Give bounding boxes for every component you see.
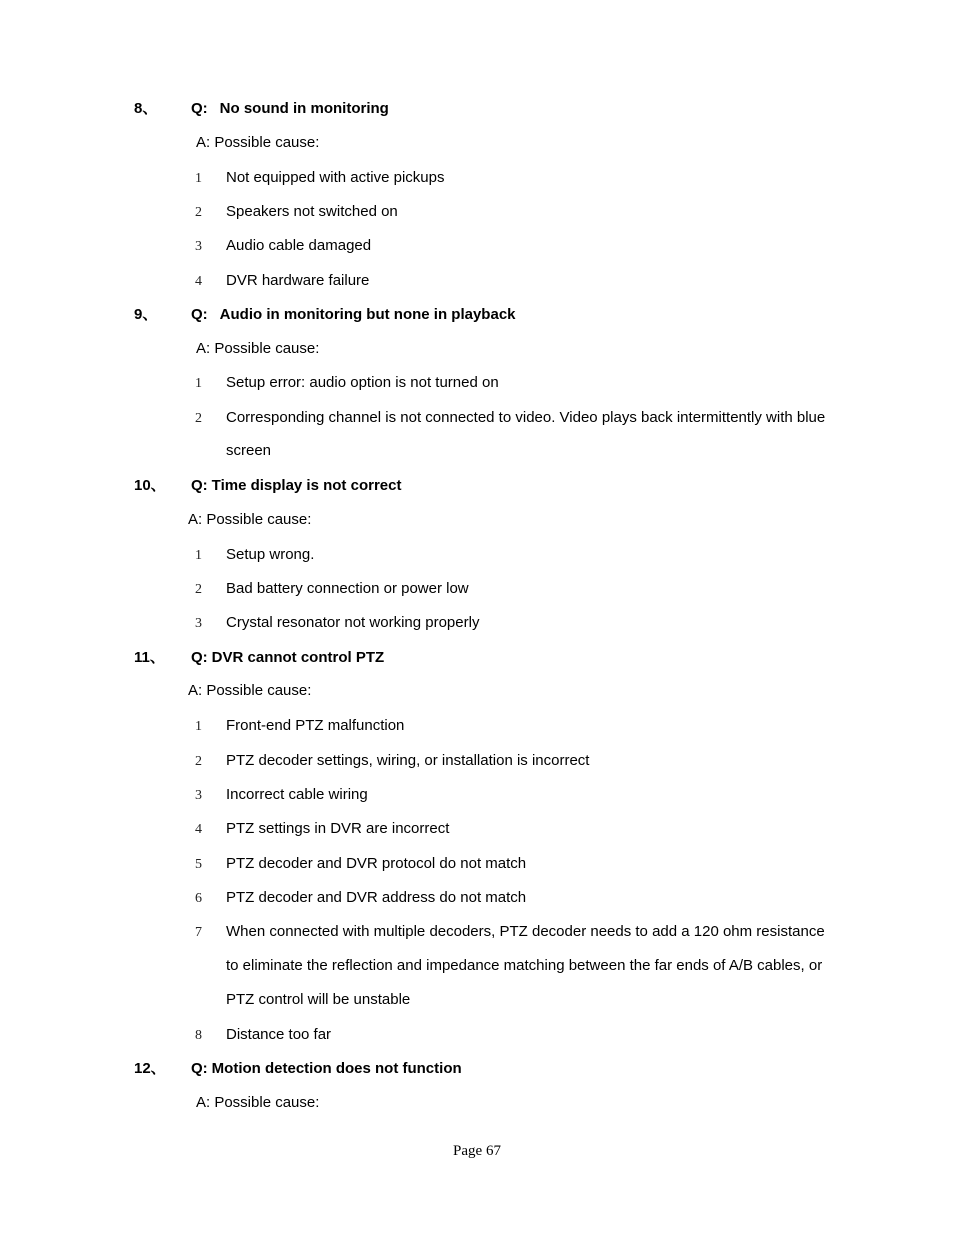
item-text: PTZ settings in DVR are incorrect bbox=[226, 820, 450, 837]
question-number: 8、 bbox=[134, 100, 158, 117]
item-text: Setup error: audio option is not turned on bbox=[226, 374, 499, 391]
item-text: Not equipped with active pickups bbox=[226, 169, 445, 186]
item-number: 1 bbox=[195, 376, 202, 391]
item-text: Corresponding channel is not connected to video. Video plays back intermittently with blue bbox=[226, 409, 826, 426]
item-number: 1 bbox=[195, 548, 202, 563]
item-number: 5 bbox=[195, 857, 202, 872]
item-number: 1 bbox=[195, 719, 202, 734]
item-text: When connected with multiple decoders, PTZ decoder needs to add a 120 ohm resistance bbox=[226, 923, 825, 940]
item-number: 2 bbox=[195, 411, 202, 426]
item-number: 4 bbox=[195, 274, 202, 289]
item-text: PTZ decoder and DVR address do not match bbox=[226, 889, 527, 906]
item-text: PTZ decoder settings, wiring, or installation is incorrect bbox=[226, 752, 590, 769]
item-text-continuation: to eliminate the reflection and impedance matching between the far ends of A/B cables, or bbox=[226, 957, 823, 974]
item-text: Distance too far bbox=[226, 1026, 332, 1043]
question-title bbox=[191, 477, 401, 495]
question-text: DVR cannot control PTZ bbox=[211, 649, 385, 666]
question-prefix: Q: bbox=[191, 477, 208, 494]
item-text-continuation: PTZ control will be unstable bbox=[226, 991, 411, 1008]
question-number: 12、 bbox=[134, 1060, 166, 1077]
item-number: 3 bbox=[195, 788, 202, 803]
item-number: 3 bbox=[195, 239, 202, 254]
item-number: 7 bbox=[195, 925, 202, 940]
question-title bbox=[191, 100, 389, 118]
item-number: 2 bbox=[195, 582, 202, 597]
question-text: Motion detection does not function bbox=[211, 1060, 462, 1077]
item-number: 2 bbox=[195, 754, 202, 769]
item-text: Crystal resonator not working properly bbox=[226, 614, 480, 631]
item-number: 2 bbox=[195, 205, 202, 220]
item-text: Front-end PTZ malfunction bbox=[226, 717, 405, 734]
item-number: 8 bbox=[195, 1028, 202, 1043]
item-text: PTZ decoder and DVR protocol do not match bbox=[226, 855, 527, 872]
answer-label: A: Possible cause: bbox=[188, 682, 312, 699]
item-text: Audio cable damaged bbox=[226, 237, 372, 254]
page-number: Page 67 bbox=[453, 1143, 501, 1159]
question-title bbox=[191, 1060, 462, 1078]
answer-label: A: Possible cause: bbox=[196, 340, 320, 357]
question-text: Time display is not correct bbox=[211, 477, 402, 494]
question-text: Audio in monitoring but none in playback bbox=[219, 306, 516, 323]
question-text: No sound in monitoring bbox=[219, 100, 389, 117]
item-text: Setup wrong. bbox=[226, 546, 315, 563]
answer-label: A: Possible cause: bbox=[196, 134, 320, 151]
answer-label: A: Possible cause: bbox=[188, 511, 312, 528]
item-number: 1 bbox=[195, 171, 202, 186]
item-text: DVR hardware failure bbox=[226, 272, 370, 289]
item-number: 6 bbox=[195, 891, 202, 906]
item-number: 3 bbox=[195, 616, 202, 631]
question-prefix: Q: bbox=[191, 1060, 208, 1077]
answer-label: A: Possible cause: bbox=[196, 1094, 320, 1111]
item-text-continuation: screen bbox=[226, 442, 272, 459]
question-number: 10、 bbox=[134, 477, 166, 494]
question-title bbox=[191, 649, 384, 667]
question-prefix: Q: bbox=[191, 649, 208, 666]
question-number: 11、 bbox=[134, 649, 165, 666]
item-text: Incorrect cable wiring bbox=[226, 786, 368, 803]
question-number: 9、 bbox=[134, 306, 158, 323]
question-title bbox=[191, 306, 516, 324]
item-text: Bad battery connection or power low bbox=[226, 580, 469, 597]
question-prefix: Q: bbox=[191, 306, 208, 323]
item-text: Speakers not switched on bbox=[226, 203, 398, 220]
question-prefix: Q: bbox=[191, 100, 208, 117]
item-number: 4 bbox=[195, 822, 202, 837]
